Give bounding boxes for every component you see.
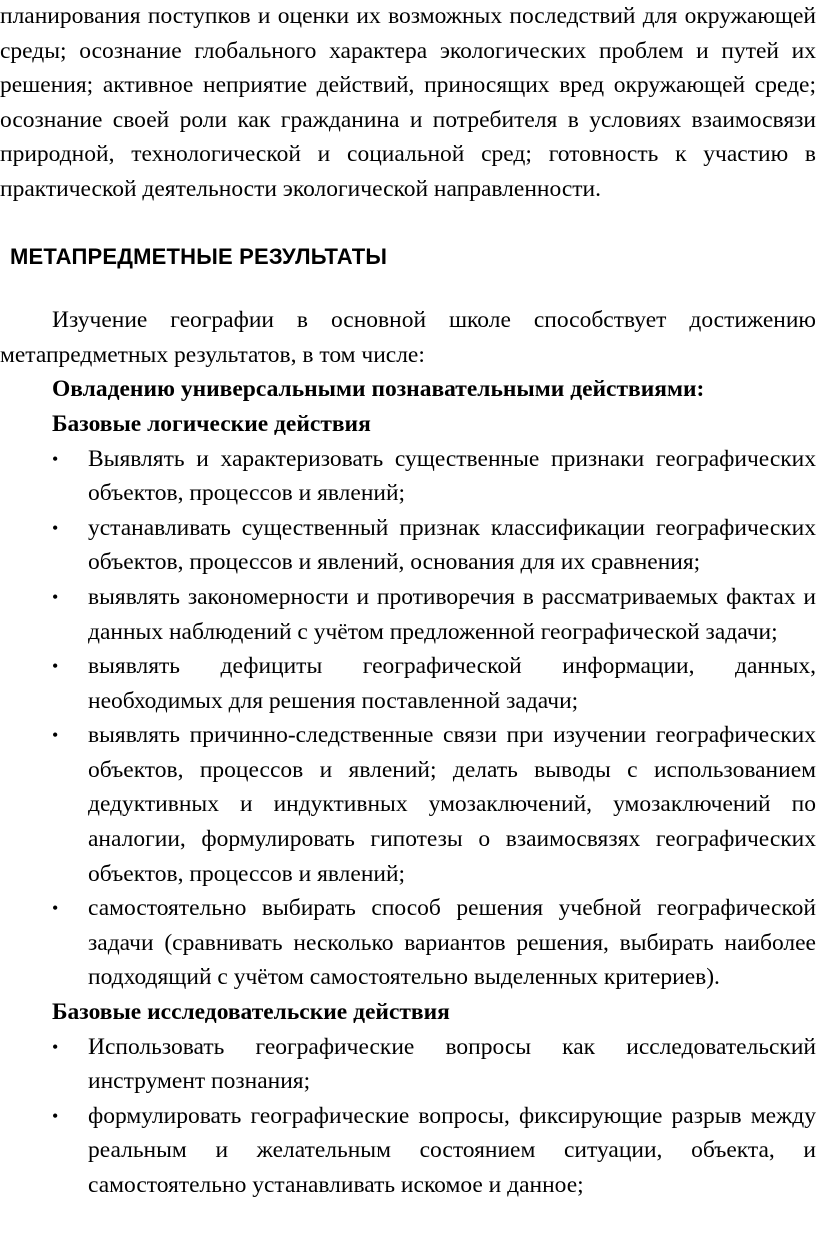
logical-actions-list (0, 442, 816, 996)
list-item-text: формулировать географические вопросы, фиксирующие разрыв между реальным и желательным состоянием ситуации, объекта, и самостоятельно устанавливать искомое и данное; (88, 1102, 816, 1198)
list-item-text: выявлять причинно-следственные связи при изучении географических объектов, процессов и явлений; делать выводы с использованием дедуктивных и индуктивных умозаключений, умозаключений по аналогии, формулировать гипотезы о взаимосвязях географических объектов, процессов и явлений; (88, 722, 816, 887)
bullet-icon: • (52, 656, 59, 677)
list-item (0, 1099, 816, 1203)
list-item (0, 442, 816, 511)
bullet-icon: • (52, 725, 59, 746)
list-item-text: выявлять закономерности и противоречия в рассматриваемых фактах и данных наблюдений с учётом предложенной географической задачи; (88, 583, 816, 645)
bullet-icon: • (52, 448, 59, 469)
logical-actions-title: Базовые логические действия (52, 410, 371, 437)
list-item (0, 511, 816, 580)
section-intro: Изучение географии в основной школе способствует достижению метапредметных результатов, в том числе: (0, 307, 816, 368)
list-item-text: выявлять дефициты географической информации, данных, необходимых для решения поставленной задачи; (88, 653, 816, 714)
list-item (0, 580, 816, 649)
intro-paragraph-end: планирования поступков и оценки их возможных последствий для окружающей среды; осознание глобального характера экологических проблем и путей их решения; активное неприятие действий, приносящих вред окружающей среде; осознание своей роли как гражданина и потребителя в условиях взаимосвязи природной, технологической и социальной сред; готовность к участию в практической деятельности экологической направленности. (0, 3, 816, 202)
research-actions-title: Базовые исследовательские действия (52, 999, 450, 1026)
list-item-text: устанавливать существенный признак классификации географических объектов, процессов и явлений, основания для их сравнения; (88, 514, 816, 576)
cognitive-actions-heading: Овладению универсальными познавательными действиями: (52, 376, 705, 403)
bullet-icon: • (52, 1105, 59, 1126)
section-heading: МЕТАПРЕДМЕТНЫЕ РЕЗУЛЬТАТЫ (10, 243, 388, 269)
research-actions-list (0, 1030, 816, 1203)
list-item-text: Выявлять и характеризовать существенные признаки географических объектов, процессов и явлений; (88, 445, 816, 507)
bullet-icon: • (52, 898, 59, 919)
bullet-icon: • (52, 517, 59, 538)
list-item (0, 891, 816, 995)
list-item (0, 718, 816, 891)
list-item (0, 1030, 816, 1099)
list-item-text: самостоятельно выбирать способ решения учебной географической задачи (сравнивать несколько вариантов решения, выбирать наиболее подходящий с учётом самостоятельно выделенных критериев). (88, 895, 816, 991)
bullet-icon: • (52, 586, 59, 607)
bullet-icon: • (52, 1036, 59, 1057)
list-item (0, 649, 816, 718)
list-item-text: Использовать географические вопросы как исследовательский инструмент познания; (88, 1033, 816, 1095)
